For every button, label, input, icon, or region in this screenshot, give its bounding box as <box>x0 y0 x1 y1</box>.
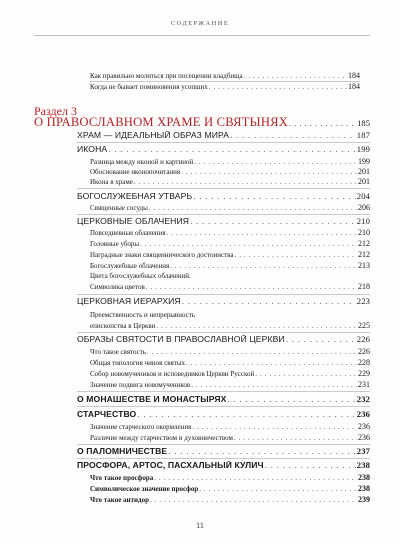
toc-entry-label: Наградные знаки священнического достоинства <box>90 251 234 259</box>
chapter-divider <box>77 214 370 215</box>
toc-chapter[interactable] <box>77 131 370 141</box>
toc-chapter-page: 204 <box>356 192 370 201</box>
toc-chapter[interactable] <box>77 297 370 307</box>
toc-entry[interactable] <box>90 250 370 259</box>
toc-entry[interactable] <box>90 82 360 91</box>
toc-entry[interactable] <box>90 203 370 212</box>
dot-leader <box>170 262 357 270</box>
toc-entry-page: 236 <box>358 422 370 431</box>
toc-entry-label: Головные уборы <box>90 240 140 248</box>
toc-entry-label: Символическое значение просфор <box>90 485 199 493</box>
toc-chapter-label: БОГОСЛУЖЕБНАЯ УТВАРЬ <box>77 192 193 201</box>
dot-leader <box>244 72 347 80</box>
dot-leader <box>199 485 357 493</box>
toc-chapter-page: 236 <box>356 410 370 419</box>
toc-entry-label: Различие между старчеством и духовничеством <box>90 434 233 442</box>
toc-chapter[interactable] <box>77 145 370 155</box>
toc-entry-label-line1: Преемственность и непрерывность <box>90 311 195 319</box>
toc-entry-page: 210 <box>358 228 370 237</box>
toc-entry-page: 184 <box>348 71 360 80</box>
toc-entry[interactable] <box>90 380 370 389</box>
toc-chapter-label: ОБРАЗЫ СВЯТОСТИ В ПРАВОСЛАВНОЙ ЦЕРКВИ <box>77 335 285 344</box>
chapter-divider <box>77 444 370 445</box>
toc-entry-label: епископства в Церкви <box>90 322 156 330</box>
toc-chapter[interactable] <box>77 410 370 420</box>
toc-chapter-page: 226 <box>356 335 370 344</box>
dot-leader <box>286 335 356 345</box>
toc-entry-label: Что такое святость <box>90 348 147 356</box>
toc-chapter-page: 237 <box>356 447 370 456</box>
toc-entry[interactable] <box>90 261 370 270</box>
dot-leader <box>146 283 357 291</box>
dot-leader <box>265 461 356 471</box>
dot-leader <box>227 395 355 405</box>
dot-leader <box>186 359 357 367</box>
toc-entry[interactable] <box>90 71 360 80</box>
dot-leader <box>167 229 357 237</box>
toc-entry-page: 184 <box>348 82 360 91</box>
dot-leader <box>147 348 357 356</box>
toc-entry-label: Собор новомучеников и исповедников Церкви Русской <box>90 370 255 378</box>
toc-entry-page: 238 <box>358 484 370 493</box>
dot-leader <box>255 370 357 378</box>
toc-entry[interactable] <box>90 157 370 166</box>
toc-entry-label: Разница между иконой и картиной <box>90 158 194 166</box>
dot-leader <box>140 240 357 248</box>
toc-chapter-label: О МОНАШЕСТВЕ И МОНАСТЫРЯХ <box>77 395 227 404</box>
dot-leader <box>156 322 357 330</box>
toc-entry-label: Общая типология чинов святых <box>90 359 185 367</box>
dot-leader <box>182 297 356 307</box>
dot-leader <box>194 158 357 166</box>
toc-entry-page: 238 <box>358 473 370 482</box>
section-title: О ПРАВОСЛАВНОМ ХРАМЕ И СВЯТЫНЯХ <box>34 115 289 129</box>
dot-leader <box>149 204 357 212</box>
toc-entry[interactable] <box>90 347 370 356</box>
toc-entry-page: 212 <box>358 239 370 248</box>
toc-entry-page: 199 <box>358 157 370 166</box>
toc-entry-page: 206 <box>358 203 370 212</box>
toc-chapter-page: 232 <box>356 395 370 404</box>
toc-entry-label: Что такое антидор <box>90 496 149 504</box>
toc-entry-label: Как правильно молиться при посещении кладбища <box>90 72 243 80</box>
dot-leader <box>209 83 347 91</box>
chapter-divider <box>77 406 370 407</box>
toc-entry[interactable] <box>90 369 370 378</box>
dot-leader <box>235 251 358 259</box>
toc-entry[interactable] <box>90 433 370 442</box>
chapter-divider <box>77 142 370 143</box>
toc-chapter-label: ЦЕРКОВНЫЕ ОБЛАЧЕНИЯ <box>77 217 190 226</box>
toc-entry-page: 228 <box>358 358 370 367</box>
dot-leader <box>181 168 357 176</box>
chapter-divider <box>77 332 370 333</box>
toc-chapter[interactable] <box>77 217 370 227</box>
toc-entry-page: 213 <box>358 261 370 270</box>
toc-entry-page: 201 <box>358 167 370 176</box>
dot-leader <box>150 496 357 504</box>
toc-entry-label: Что такое просфора <box>90 474 154 482</box>
toc-entry-label: Повседневные облачения <box>90 229 166 237</box>
toc-entry-label: Богослужебные облачения <box>90 262 170 270</box>
toc-entry-label-line1: Цвета богослужебных облачений. <box>90 272 191 280</box>
dot-leader <box>289 119 356 128</box>
toc-entry-label: Священные сосуды <box>90 204 148 212</box>
dot-leader <box>191 381 357 389</box>
toc-chapter[interactable] <box>77 461 370 471</box>
dot-leader <box>192 423 357 431</box>
toc-entry-page: 201 <box>358 177 370 186</box>
toc-chapter-page: 199 <box>356 145 370 154</box>
running-head: СОДЕРЖАНИЕ <box>170 20 230 27</box>
toc-entry[interactable] <box>90 358 370 367</box>
toc-chapter[interactable] <box>77 192 370 202</box>
dot-leader <box>230 131 356 141</box>
toc-entry[interactable] <box>90 282 370 291</box>
toc-entry-page: 218 <box>358 282 370 291</box>
toc-entry-label: Значение подвига новомучеников <box>90 381 191 389</box>
toc-chapter-page: 238 <box>356 461 370 470</box>
toc-entry-page: 212 <box>358 250 370 259</box>
toc-chapter-page: 187 <box>356 131 370 140</box>
toc-entry[interactable] <box>90 167 370 176</box>
toc-entry[interactable] <box>90 321 370 330</box>
section-label: Раздел 3 <box>34 104 77 118</box>
dot-leader <box>137 410 355 420</box>
section-title-entry[interactable] <box>34 115 370 130</box>
dot-leader <box>193 192 356 202</box>
dot-leader <box>108 145 356 155</box>
toc-chapter-label: ХРАМ — ИДЕАЛЬНЫЙ ОБРАЗ МИРА <box>77 131 230 140</box>
dot-leader <box>134 178 357 186</box>
toc-entry-page: 229 <box>358 369 370 378</box>
toc-entry-label: Икона в храме <box>90 178 133 186</box>
toc-chapter-label: ПРОСФОРА, АРТОС, ПАСХАЛЬНЫЙ КУЛИЧ <box>77 461 264 470</box>
section-page: 185 <box>357 118 370 128</box>
page-number: 11 <box>196 521 204 530</box>
toc-chapter-label: ЦЕРКОВНАЯ ИЕРАРХИЯ <box>77 297 181 306</box>
toc-entry-label: Символика цветов <box>90 283 145 291</box>
toc-chapter[interactable] <box>77 395 370 405</box>
toc-chapter-label: О ПАЛОМНИЧЕСТВЕ <box>77 447 168 456</box>
dot-leader <box>154 474 357 482</box>
toc-entry[interactable] <box>90 473 370 482</box>
toc-entry-page: 226 <box>358 347 370 356</box>
toc-entry-label: Обоснование иконопочитания <box>90 168 181 176</box>
chapter-divider <box>77 458 370 459</box>
dot-leader <box>190 217 356 227</box>
toc-entry-label: Когда не бывает поминовения усопших <box>90 83 208 91</box>
toc-entry-page: 231 <box>358 380 370 389</box>
chapter-divider <box>77 391 370 392</box>
header-rule <box>34 35 370 36</box>
toc-chapter-label: СТАРЧЕСТВО <box>77 410 137 419</box>
toc-entry-page: 236 <box>358 433 370 442</box>
toc-entry[interactable] <box>90 495 370 504</box>
toc-entry[interactable] <box>90 484 370 493</box>
toc-entry[interactable] <box>90 422 370 431</box>
chapter-divider <box>77 188 370 189</box>
chapter-divider <box>77 294 370 295</box>
toc-chapter-page: 223 <box>356 297 370 306</box>
toc-chapter-label: ИКОНА <box>77 145 108 154</box>
toc-entry-page: 239 <box>358 495 370 504</box>
toc-entry[interactable] <box>90 239 370 248</box>
toc-chapter[interactable] <box>77 335 370 345</box>
toc-entry[interactable] <box>90 228 370 237</box>
toc-chapter-page: 210 <box>356 217 370 226</box>
toc-entry[interactable] <box>90 177 370 186</box>
toc-chapter[interactable] <box>77 447 370 457</box>
toc-entry-label: Значение старческого окормления <box>90 423 192 431</box>
toc-entry-page: 225 <box>358 321 370 330</box>
dot-leader <box>168 447 356 457</box>
dot-leader <box>234 434 357 442</box>
